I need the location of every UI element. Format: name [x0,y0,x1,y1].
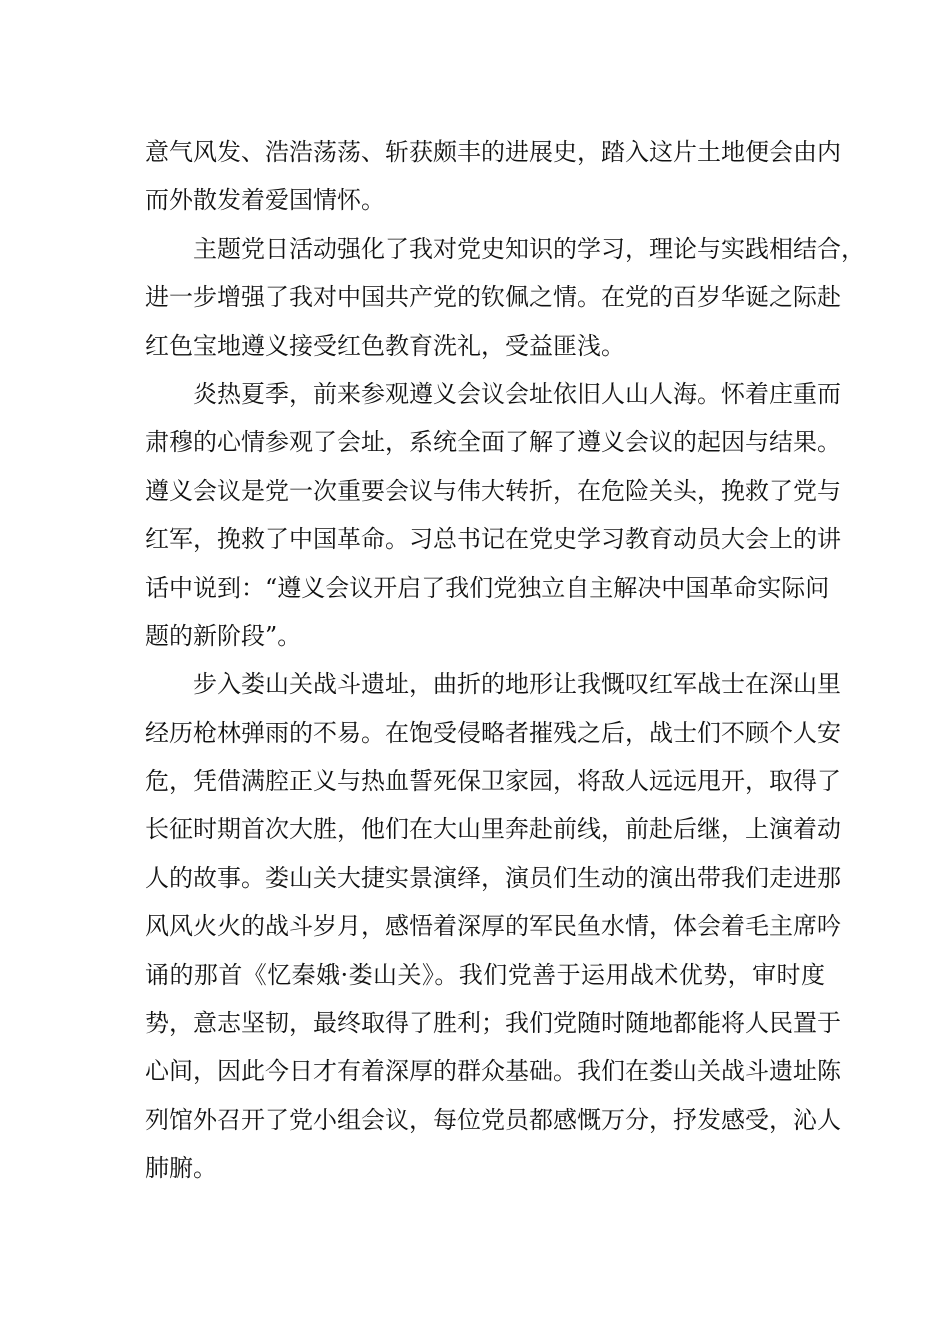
text-line: 长征时期首次大胜，他们在大山里奔赴前线，前赴后继，上演着动 [145,815,841,844]
text-line: 主题党日活动强化了我对党史知识的学习，理论与实践相结合， [193,234,865,263]
text-line: 炎热夏季，前来参观遵义会议会址依旧人山人海。怀着庄重而 [193,379,841,408]
text-line: 意气风发、浩浩荡荡、斩获颇丰的进展史，踏入这片土地便会由内 [145,138,841,166]
text-line: 步入娄山关战斗遗址，曲折的地形让我慨叹红军战士在深山里 [193,670,841,699]
text-line: 肺腑。 [145,1154,217,1183]
text-line: 心间，因此今日才有着深厚的群众基础。我们在娄山关战斗遗址陈 [145,1057,841,1086]
body-text [145,128,865,1193]
text-line: 进一步增强了我对中国共产党的钦佩之情。在党的百岁华诞之际赴 [145,283,841,312]
text-line: 红军，挽救了中国革命。习总书记在党史学习教育动员大会上的讲 [145,525,841,554]
text-line: 列馆外召开了党小组会议，每位党员都感慨万分，抒发感受，沁人 [145,1105,841,1134]
text-line: 风风火火的战斗岁月，感悟着深厚的军民鱼水情，体会着毛主席吟 [145,912,841,941]
text-line: 遵义会议是党一次重要会议与伟大转折，在危险关头，挽救了党与 [145,476,841,505]
text-line: 肃穆的心情参观了会址，系统全面了解了遵义会议的起因与结果。 [145,428,841,457]
text-line: 经历枪林弹雨的不易。在饱受侵略者摧残之后，战士们不顾个人安 [145,718,841,747]
text-line: 话中说到：“遵义会议开启了我们党独立自主解决中国革命实际问 [145,573,830,602]
text-line: 而外散发着爱国情怀。 [145,186,385,215]
text-line: 诵的那首《忆秦娥·娄山关》。我们党善于运用战术优势，审时度 [145,960,825,989]
text-line: 人的故事。娄山关大捷实景演绎，演员们生动的演出带我们走进那 [145,863,841,892]
text-line: 题的新阶段”。 [145,621,302,650]
text-line: 势，意志坚韧，最终取得了胜利；我们党随时随地都能将人民置于 [145,1009,841,1038]
text-line: 危，凭借满腔正义与热血誓死保卫家园，将敌人远远甩开，取得了 [145,767,841,796]
text-line: 红色宝地遵义接受红色教育洗礼，受益匪浅。 [145,331,625,360]
